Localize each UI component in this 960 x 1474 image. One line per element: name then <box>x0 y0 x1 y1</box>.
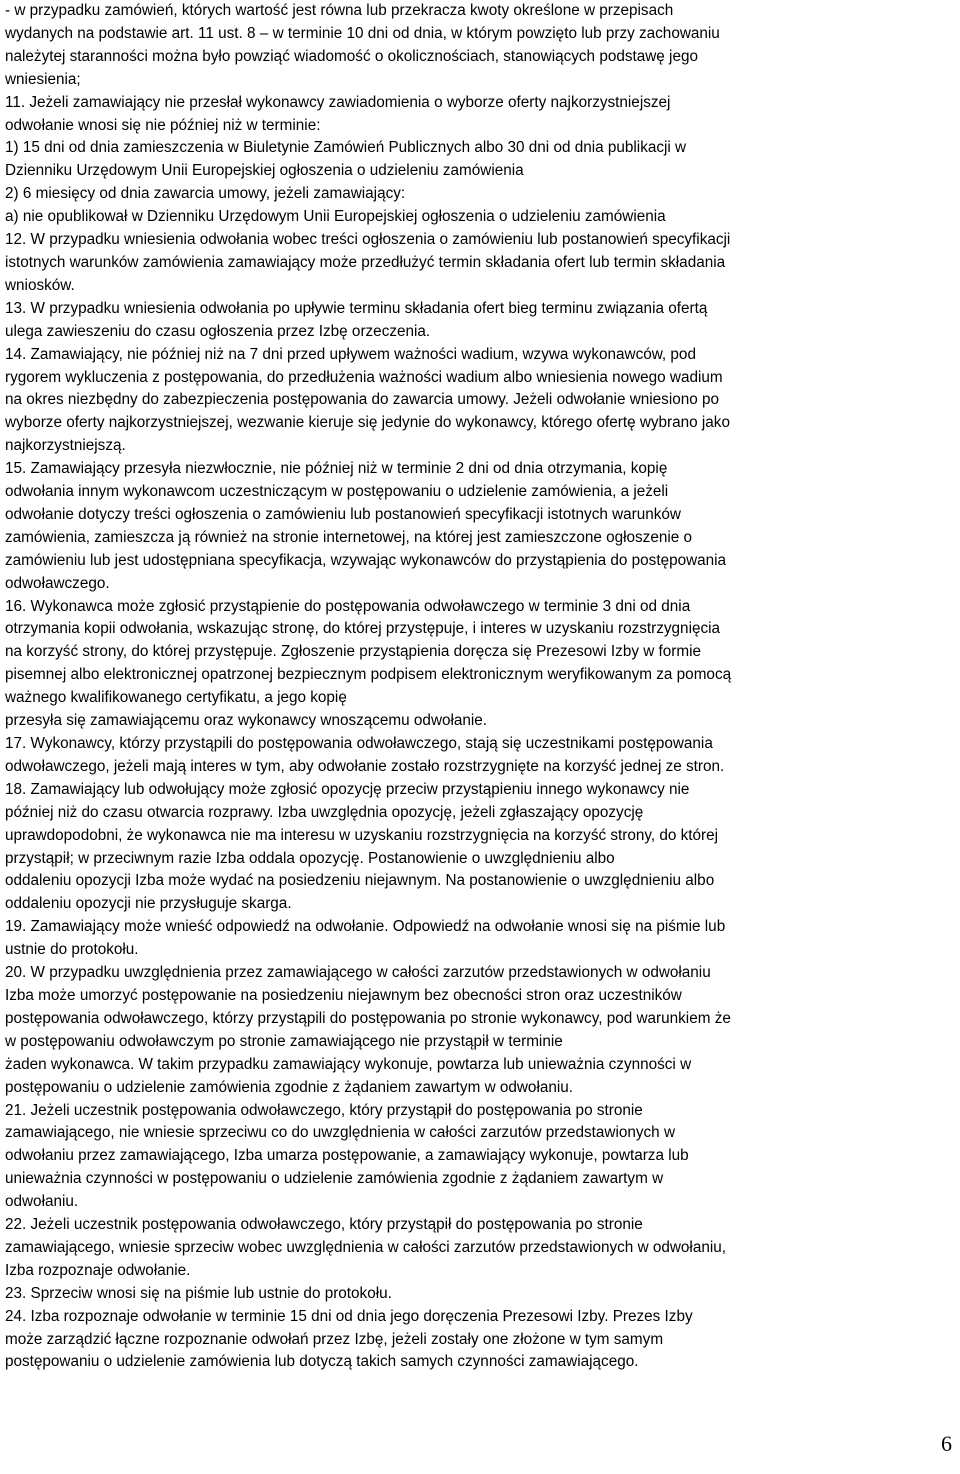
text-line: żaden wykonawca. W takim przypadku zamawiający wykonuje, powtarza lub unieważnia czynności w <box>5 1055 692 1073</box>
text-line: ważnego kwalifikowanego certyfikatu, a jego kopię <box>5 689 347 707</box>
text-line: zamówieniu lub jest udostępniana specyfikacja, wzywając wykonawców do przystąpienia do postępowania <box>5 551 727 569</box>
text-line: postępowaniu o udzielenie zamówienia zgodnie z żądaniem zawartym w odwołaniu. <box>5 1078 574 1096</box>
text-line: odwołaniu. <box>5 1193 79 1211</box>
text-line: na korzyść strony, do której przystępuje. Zgłoszenie przystąpienia doręcza się Prezesowi Izby w formie <box>5 643 702 661</box>
text-line: Izba rozpoznaje odwołanie. <box>5 1261 191 1279</box>
text-line: 22. Jeżeli uczestnik postępowania odwoławczego, który przystąpił do postępowania po stronie <box>5 1216 643 1234</box>
text-line: oddaleniu opozycji nie przysługuje skarga. <box>5 895 292 913</box>
text-line: zamawiającego, wniesie sprzeciw wobec uwzględnienia w całości zarzutów przedstawionych w odwołaniu, <box>5 1238 727 1256</box>
text-line: oddaleniu opozycji Izba może wydać na posiedzeniu niejawnym. Na postanowienie o uwzględnieniu albo <box>5 872 715 890</box>
text-line: przystąpił; w przeciwnym razie Izba oddala opozycję. Postanowienie o uwzględnieniu albo <box>5 849 615 867</box>
text-line: 17. Wykonawcy, którzy przystąpili do postępowania odwoławczego, stają się uczestnikami postępowania <box>5 735 713 752</box>
text-line: 21. Jeżeli uczestnik postępowania odwoławczego, który przystąpił do postępowania po stronie <box>5 1101 643 1119</box>
text-line: na okres niezbędny do zabezpieczenia postępowania do zawarcia umowy. Jeżeli odwołanie wniesiono po <box>5 391 720 409</box>
text-line: 15. Zamawiający przesyła niezwłocznie, nie później niż w terminie 2 dni od dnia otrzymania, kopię <box>5 460 668 478</box>
text-line: zamówienia, zamieszcza ją również na stronie internetowej, na której jest zamieszczone ogłoszenie o <box>5 528 692 546</box>
text-line: w postępowaniu odwoławczym po stronie zamawiającego nie przystąpił w terminie <box>5 1032 563 1050</box>
text-line: otrzymania kopii odwołania, wskazując stronę, do której przystępuje, i interes w uzyskaniu rozstrzygnięcia <box>5 620 721 638</box>
text-line: Dzienniku Urzędowym Unii Europejskiej ogłoszenia o udzieleniu zamówienia <box>5 162 524 180</box>
text-line: przesyła się zamawiającemu oraz wykonawcy wnoszącemu odwołanie. <box>5 712 488 730</box>
text-line: należytej staranności można było powziąć wiadomość o okolicznościach, stanowiących podstawę jego <box>5 47 698 65</box>
text-line: ustnie do protokołu. <box>5 941 139 959</box>
text-line: 20. W przypadku uwzględnienia przez zamawiającego w całości zarzutów przedstawionych w odwołaniu <box>5 964 711 982</box>
text-line: wydanych na podstawie art. 11 ust. 8 – w terminie 10 dni od dnia, w którym powzięto lub przy zachowaniu <box>5 24 720 42</box>
text-line: może zarządzić łączne rozpoznanie odwołań przez Izbę, jeżeli zostały one złożone w tym samym <box>5 1330 664 1348</box>
text-line: Izba może umorzyć postępowanie na posiedzeniu niejawnym bez obecności stron oraz uczestników <box>5 986 682 1004</box>
text-line: 13. W przypadku wniesienia odwołania po upływie terminu składania ofert bieg terminu związania ofertą <box>5 299 708 317</box>
text-line: 11. Jeżeli zamawiający nie przesłał wykonawcy zawiadomienia o wyborze oferty najkorzystniejszej <box>5 93 671 111</box>
text-line: 18. Zamawiający lub odwołujący może zgłosić opozycję przeciw przystąpieniu innego wykonawcy nie <box>5 780 690 798</box>
text-line: odwołanie wnosi się nie później niż w terminie: <box>5 116 321 134</box>
text-line: odwołaniu przez zamawiającego, Izba umarza postępowanie, a zamawiający wykonuje, powtarza lub <box>5 1147 689 1165</box>
text-line: uprawdopodobni, że wykonawca nie ma interesu w uzyskaniu rozstrzygnięcia na korzyść strony, do której <box>5 826 719 844</box>
text-line: 16. Wykonawca może zgłosić przystąpienie do postępowania odwoławczego w terminie 3 dni od dnia <box>5 597 691 615</box>
text-line: ulega zawieszeniu do czasu ogłoszenia przez Izbę orzeczenia. <box>5 322 431 340</box>
text-line: zamawiającego, nie wniesie sprzeciwu co do uwzględnienia w całości zarzutów przedstawionych w <box>5 1124 675 1142</box>
text-line: 24. Izba rozpoznaje odwołanie w terminie 15 dni od dnia jego doręczenia Prezesowi Izby. Prezes Izby <box>5 1307 693 1325</box>
text-line: 19. Zamawiający może wnieść odpowiedź na odwołanie. Odpowiedź na odwołanie wnosi się na piśmie lub <box>5 918 726 936</box>
text-line: unieważnia czynności w postępowaniu o udzielenie zamówienia zgodnie z żądaniem zawartym w <box>5 1170 664 1188</box>
text-line: - w przypadku zamówień, których wartość jest równa lub przekracza kwoty określone w przepisach <box>5 2 674 19</box>
text-line: najkorzystniejszą. <box>5 437 126 455</box>
text-line: wyborze oferty najkorzystniejszej, wezwanie kieruje się jedynie do wykonawcy, którego ofertę wybrano jako <box>5 414 730 432</box>
text-line: rygorem wykluczenia z postępowania, do przedłużenia ważności wadium albo wniesienia nowego wadium <box>5 368 723 386</box>
text-line: wniosków. <box>5 276 75 294</box>
text-line: odwołania innym wykonawcom uczestniczącym w postępowaniu o udzielenie zamówienia, a jeżeli <box>5 483 669 501</box>
text-line: istotnych warunków zamówienia zamawiający może przedłużyć termin składania ofert lub termin składania <box>5 253 726 271</box>
text-line: odwoławczego. <box>5 574 110 592</box>
text-line: 2) 6 miesięcy od dnia zawarcia umowy, jeżeli zamawiający: <box>5 185 406 203</box>
text-line: wniesienia; <box>5 70 81 88</box>
text-line: 14. Zamawiający, nie później niż na 7 dni przed upływem ważności wadium, wzywa wykonawców, pod <box>5 345 696 363</box>
text-line: 23. Sprzeciw wnosi się na piśmie lub ustnie do protokołu. <box>5 1284 392 1302</box>
text-line: 12. W przypadku wniesienia odwołania wobec treści ogłoszenia o zamówieniu lub postanowień specyfikacji <box>5 231 731 249</box>
document-body <box>5 0 955 1374</box>
text-line: później niż do czasu otwarcia rozprawy. Izba uwzględnia opozycję, jeżeli zgłaszający opozycję <box>5 803 644 821</box>
text-line: a) nie opublikował w Dzienniku Urzędowym Unii Europejskiej ogłoszenia o udzieleniu zamówienia <box>5 208 666 226</box>
text-line: postępowania odwoławczego, którzy przystąpili do postępowania po stronie wykonawcy, pod warunkiem że <box>5 1009 731 1027</box>
text-line: pisemnej albo elektronicznej opatrzonej bezpiecznym podpisem elektronicznym weryfikowanym za pomocą <box>5 666 732 684</box>
page-number: 6 <box>941 1431 952 1456</box>
text-line: odwoławczego, jeżeli mają interes w tym, aby odwołanie zostało rozstrzygnięte na korzyść jednej ze stron. <box>5 757 725 775</box>
text-line: postępowaniu o udzielenie zamówienia lub dotyczą takich samych czynności zamawiającego. <box>5 1353 639 1371</box>
text-line: 1) 15 dni od dnia zamieszczenia w Biuletynie Zamówień Publicznych albo 30 dni od dnia publikacji w <box>5 139 687 157</box>
text-line: odwołanie dotyczy treści ogłoszenia o zamówieniu lub postanowień specyfikacji istotnych warunków <box>5 505 681 523</box>
